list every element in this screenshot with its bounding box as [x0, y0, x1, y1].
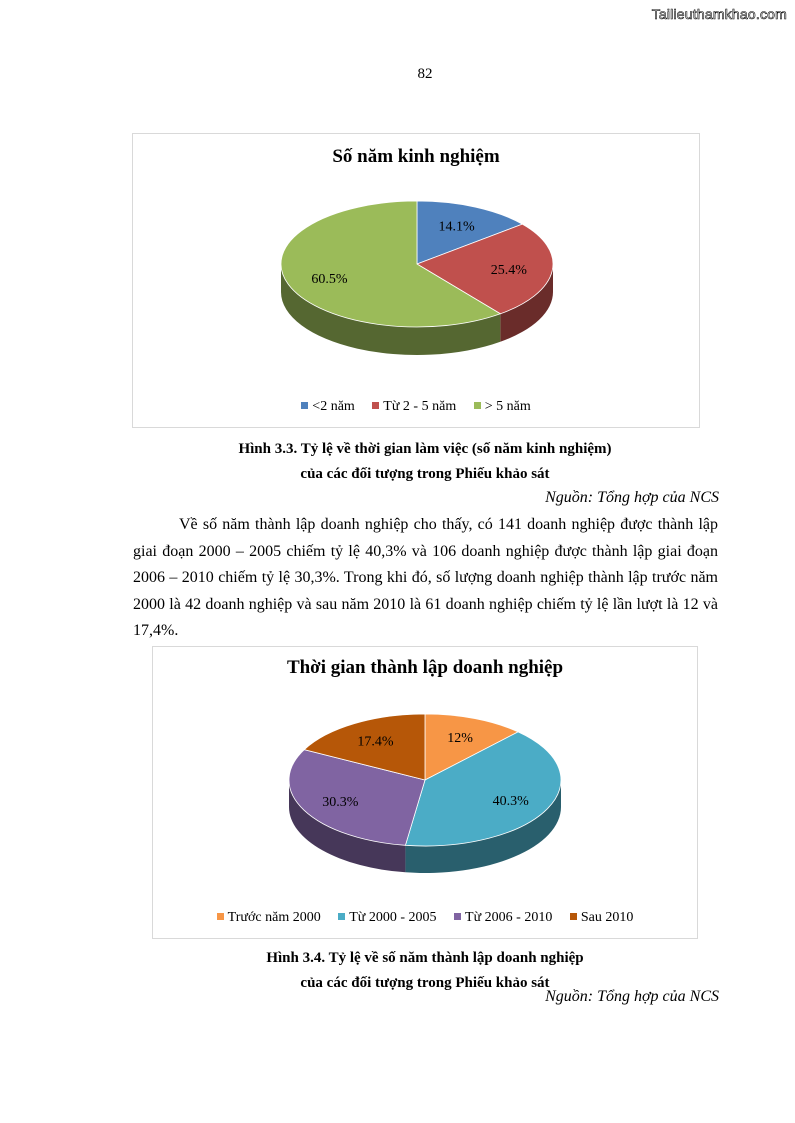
legend-swatch [570, 913, 577, 920]
pie-data-label: 30.3% [322, 795, 359, 811]
legend-item-before-2000 [217, 910, 321, 926]
founding-pie-svg [153, 647, 699, 940]
legend-item-2-5 [372, 399, 456, 415]
watermark-text: Tailieuthamkhao.com [651, 6, 787, 22]
legend-label: <2 năm [312, 399, 355, 414]
chart-title: Số năm kinh nghiệm [332, 146, 500, 167]
legend-label: Sau 2010 [580, 910, 634, 925]
figure-source: Nguồn: Tổng hợp của NCS [545, 489, 719, 506]
caption-line: Hình 3.4. Tỷ lệ về số năm thành lập doanh nghiệp [266, 950, 584, 966]
body-paragraph: Về số năm thành lập doanh nghiệp cho thấy, có 141 doanh nghiệp được thành lập giai đoạn 2000 – 2005 chiếm tỷ lệ 40,3% và 106 doanh nghiệp được thành lập giai đoạn 2006 – 2010 chiếm tỷ lệ 30,3%. Trong khi đó, số lượng doanh nghiệp thành lập trước năm 2000 là 42 doanh nghiệp và sau năm 2010 là 61 doanh nghiệp chiếm tỷ lệ lần lượt là 12 và 17,4%. [133, 516, 718, 639]
legend-swatch [338, 913, 345, 920]
legend-item-after-2010 [570, 910, 634, 926]
legend-label: Từ 2006 - 2010 [465, 910, 553, 925]
legend-item-over-5 [474, 399, 531, 415]
chart-legend [133, 399, 699, 415]
caption-line: của các đối tượng trong Phiếu khảo sát [300, 466, 550, 482]
legend-swatch [301, 402, 308, 409]
legend-swatch [474, 402, 481, 409]
chart-title: Thời gian thành lập doanh nghiệp [286, 657, 564, 678]
legend-label: > 5 năm [484, 399, 531, 414]
pie-data-label: 40.3% [492, 794, 529, 810]
legend-label: Từ 2 - 5 năm [383, 399, 457, 414]
legend-item-2006-2010 [454, 910, 552, 926]
chart-legend [153, 910, 697, 926]
page-number: 82 [417, 66, 433, 82]
legend-swatch [454, 913, 461, 920]
caption-line: của các đối tượng trong Phiếu khảo sát [300, 975, 550, 991]
caption-line: Hình 3.3. Tỷ lệ về thời gian làm việc (số năm kinh nghiệm) [238, 441, 612, 457]
pie-data-label: 12% [447, 731, 473, 747]
pie-data-label: 25.4% [490, 262, 527, 278]
legend-label: Từ 2000 - 2005 [349, 910, 437, 925]
figure-caption [0, 437, 795, 487]
legend-swatch [217, 913, 224, 920]
pie-data-label: 14.1% [438, 219, 475, 235]
pie-data-label: 17.4% [357, 734, 394, 750]
legend-label: Trước năm 2000 [227, 910, 321, 925]
legend-item-2000-2005 [338, 910, 436, 926]
figure-source: Nguồn: Tổng hợp của NCS [545, 988, 719, 1005]
experience-pie-chart [132, 133, 700, 428]
experience-pie-svg [133, 134, 701, 429]
founding-pie-chart [152, 646, 698, 939]
legend-swatch [372, 402, 379, 409]
pie-data-label: 60.5% [311, 271, 348, 287]
legend-item-under-2 [301, 399, 355, 415]
